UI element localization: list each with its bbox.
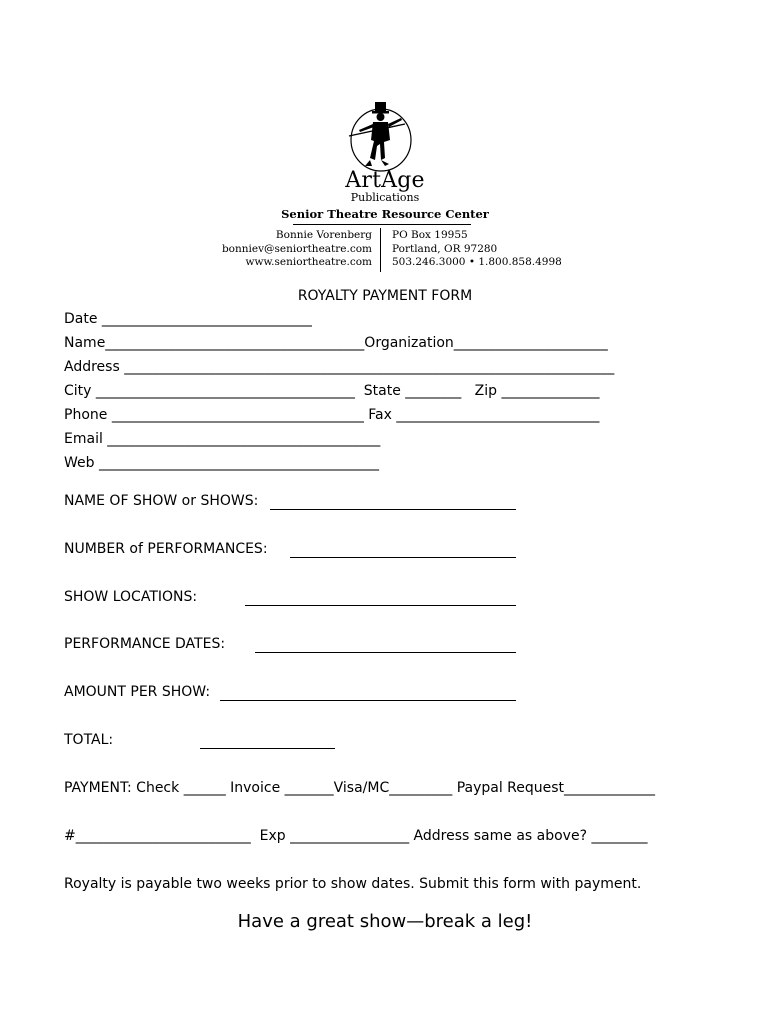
contact-divider [380,228,381,272]
dates-blank[interactable] [255,651,516,653]
payment-label: PAYMENT: [64,780,132,796]
email-field[interactable]: Email _______________________________________ [64,431,381,447]
contact-right [392,229,562,270]
contact-website: www.seniortheatre.com [245,256,372,268]
form-title: ROYALTY PAYMENT FORM [297,288,473,304]
closing-message: Have a great show—break a leg! [237,911,533,932]
contact-email: bonniev@seniortheatre.com [221,242,372,255]
city-state-zip-field[interactable]: City _____________________________________ State ________ Zip ______________ [64,383,600,399]
date-field[interactable]: Date ______________________________ [64,311,312,327]
locations-label: SHOW LOCATIONS: [64,589,198,605]
card-number-line[interactable]: #_________________________ Exp _________________ Address same as above? ________ [64,828,648,844]
performances-blank[interactable] [290,556,516,558]
resource-center-name: Senior Theatre Resource Center [281,207,489,221]
brand-subtitle: Publications [350,191,420,204]
show-name-blank[interactable] [270,508,516,510]
top-hat-dancer-logo [345,100,415,172]
amount-blank[interactable] [220,699,516,701]
dates-label: PERFORMANCE DATES: [64,636,226,652]
locations-blank[interactable] [245,604,516,606]
performances-label: NUMBER of PERFORMANCES: [64,541,268,557]
total-blank[interactable] [200,747,335,749]
contact-po-box: PO Box 19955 [392,229,468,241]
brand-name: ArtAge [345,168,425,193]
payment-note: Royalty is payable two weeks prior to show dates. Submit this form with payment. [64,876,642,892]
show-name-label: NAME OF SHOW or SHOWS: [64,493,259,509]
contact-phones: 503.246.3000 • 1.800.858.4998 [392,256,562,268]
letterhead [0,0,770,285]
header-rule [293,224,471,225]
total-label: TOTAL: [64,732,114,748]
name-organization-field[interactable]: Name_____________________________________Organization______________________ [64,335,608,351]
payment-options[interactable]: Check ______ Invoice _______Visa/MC_________ Paypal Request_____________ [136,780,656,796]
contact-person: Bonnie Vorenberg [275,229,372,241]
address-field[interactable]: Address ______________________________________________________________________ [64,359,615,375]
web-field[interactable]: Web ________________________________________ [64,455,379,471]
amount-label: AMOUNT PER SHOW: [64,684,211,700]
payment-line[interactable] [64,780,655,796]
phone-fax-field[interactable]: Phone ____________________________________ Fax _____________________________ [64,407,600,423]
contact-city: Portland, OR 97280 [392,242,498,255]
contact-left [222,229,372,270]
